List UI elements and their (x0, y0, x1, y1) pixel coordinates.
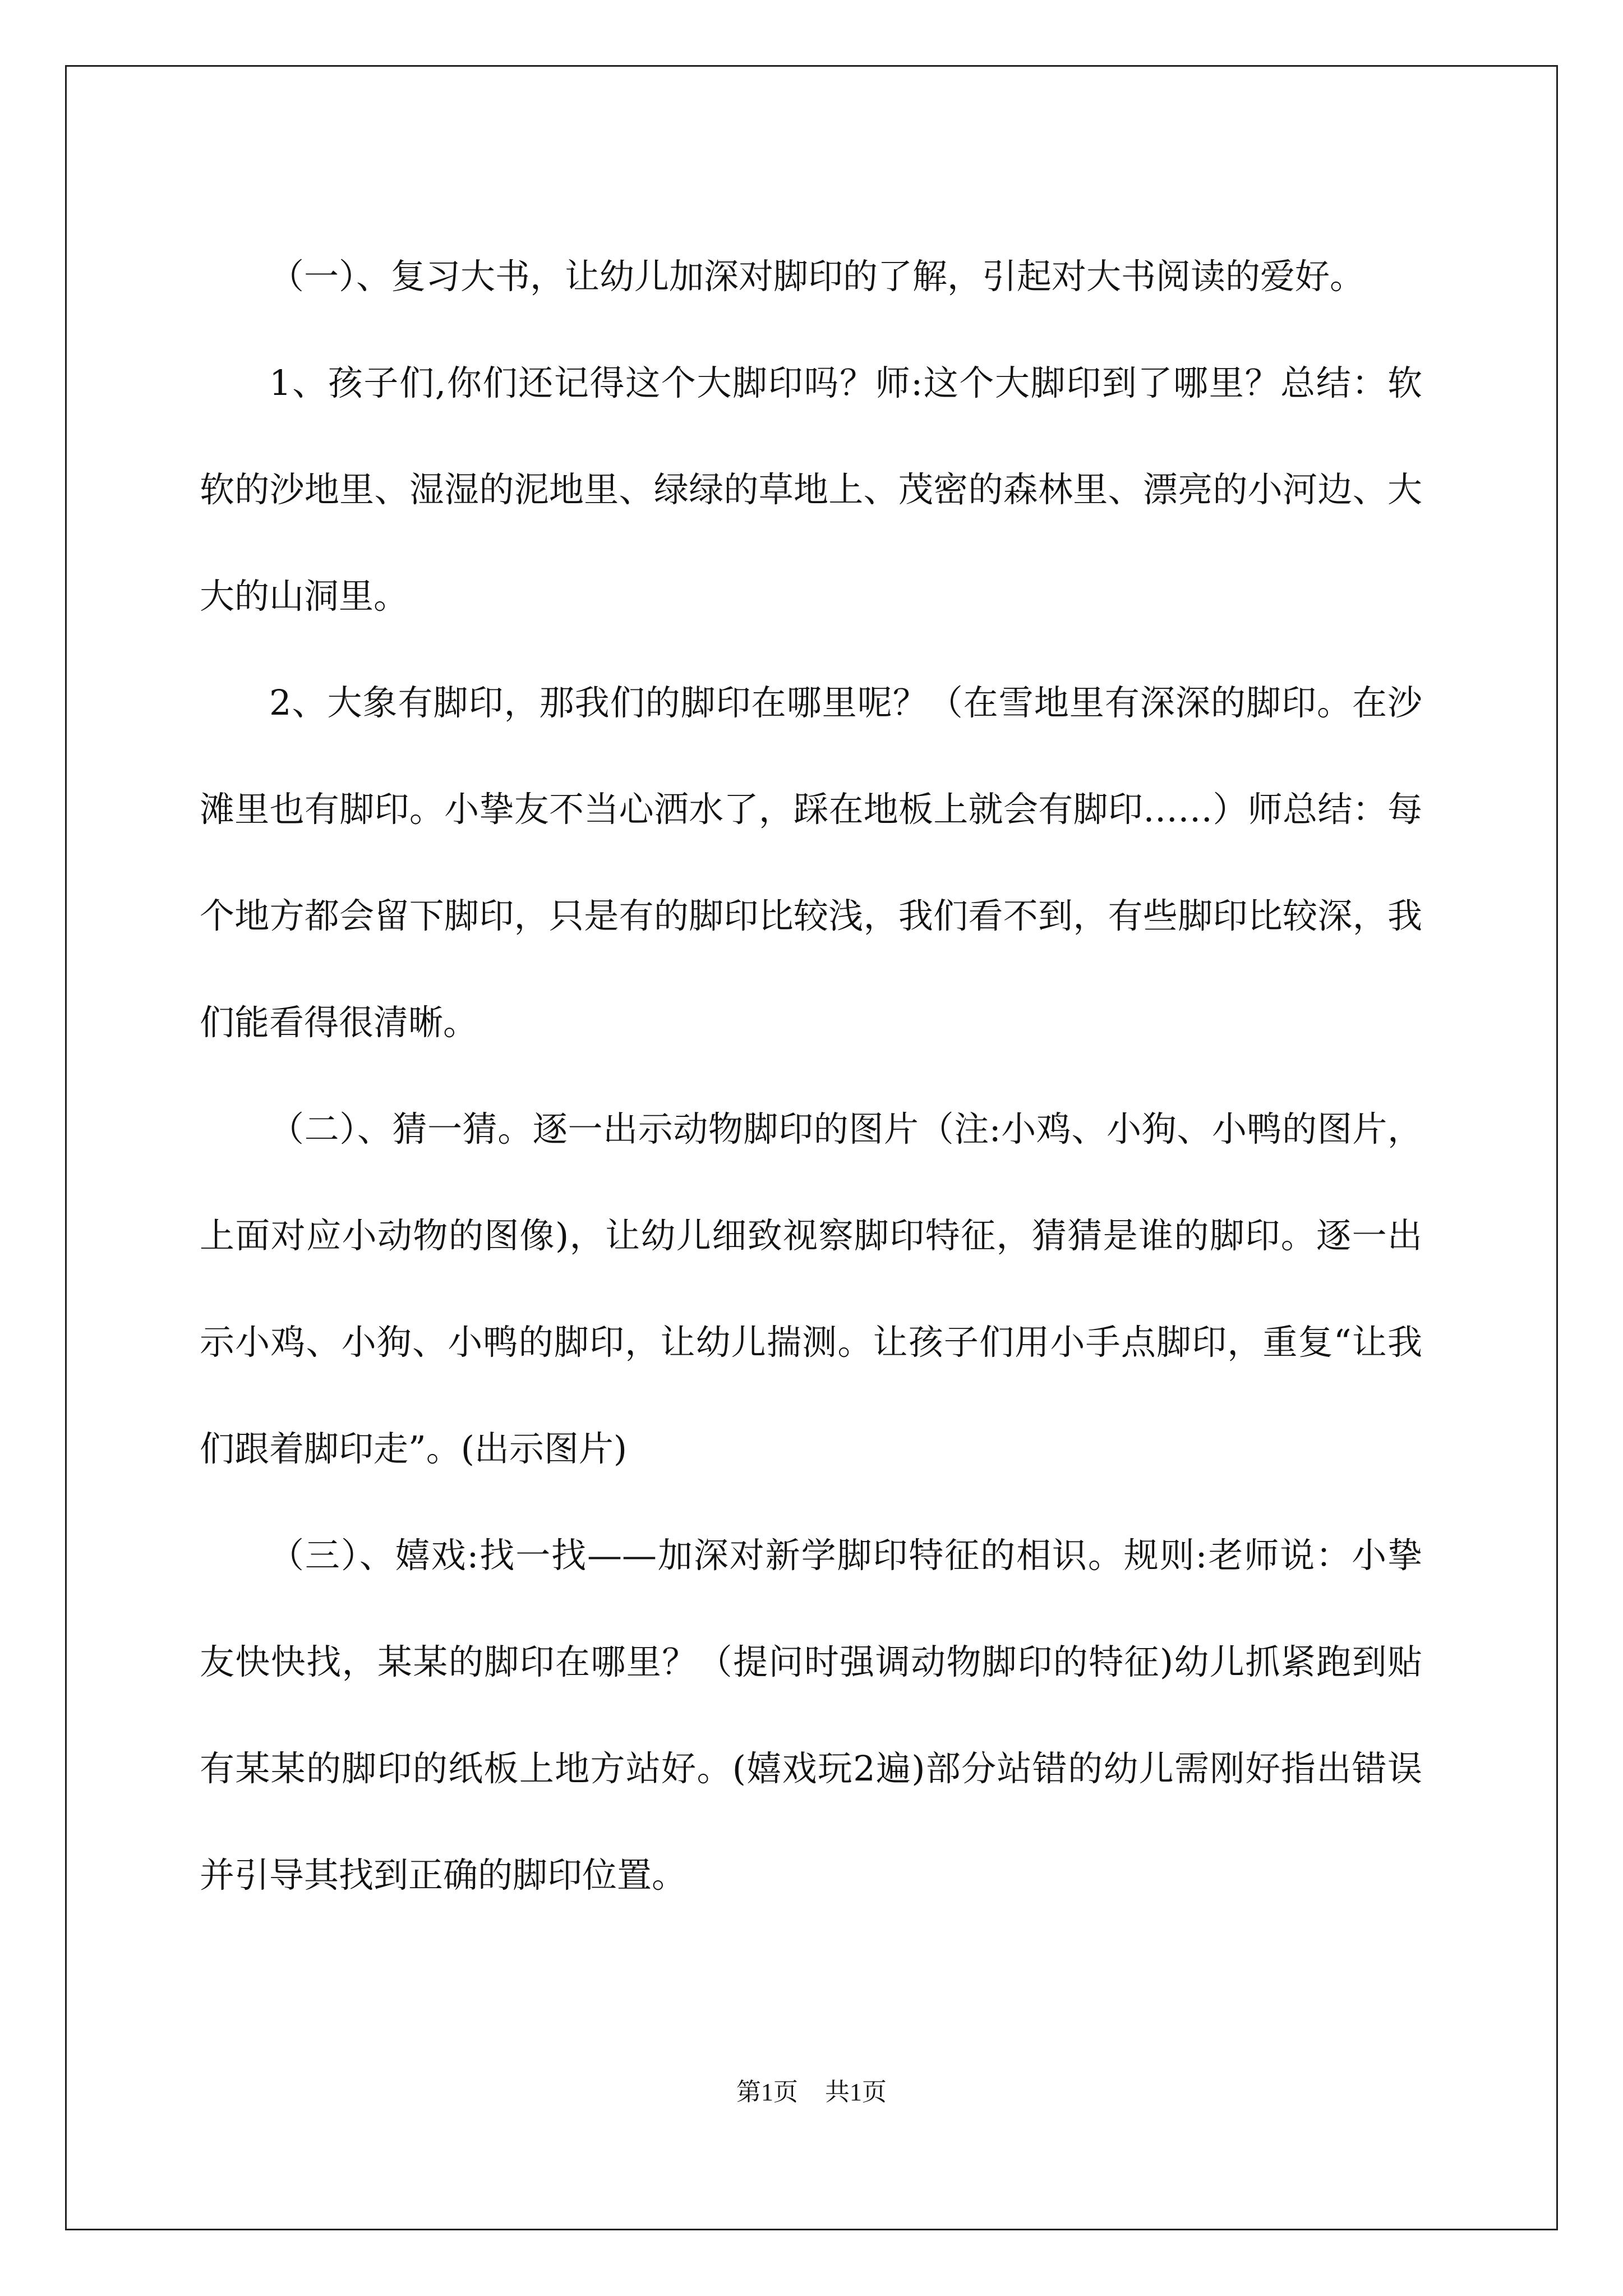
paragraph-big-footprint-question: 1、孩子们,你们还记得这个大脚印吗？师:这个大脚印到了哪里？总结：软软的沙地里、湿湿的泥地里、绿绿的草地上、茂密的森林里、漂亮的小河边、大大的山洞里。 (200, 362, 1422, 616)
paragraph-our-footprints: 2、大象有脚印，那我们的脚印在哪里呢？（在雪地里有深深的脚印。在沙滩里也有脚印。小挚友不当心洒水了，踩在地板上就会有脚印……）师总结：每个地方都会留下脚印，只是有的脚印比较浅，我们看不到，有些脚印比较深，我们能看得很清晰。 (200, 682, 1422, 1043)
document-body (200, 223, 1422, 1929)
page-total: 共1页 (825, 2078, 887, 2106)
page-footer (0, 2076, 1623, 2109)
paragraph-find-game: （三）、嬉戏:找一找——加深对新学脚印特征的相识。规则:老师说：小挚友快快找，某某的脚印在哪里？（提问时强调动物脚印的特征)幼儿抓紧跑到贴有某某的脚印的纸板上地方站好。(嬉戏玩2遍)部分站错的幼儿需刚好指出错误并引导其找到正确的脚印位置。 (200, 1535, 1422, 1895)
paragraph-review-big-book: （一）、复习大书，让幼儿加深对脚印的了解，引起对大书阅读的爱好。 (269, 256, 1365, 297)
paragraph-guess-game: （二）、猜一猜。逐一出示动物脚印的图片（注:小鸡、小狗、小鸭的图片，上面对应小动物的图像)，让幼儿细致视察脚印特征，猜猜是谁的脚印。逐一出示小鸡、小狗、小鸭的脚印，让幼儿揣测。让孩子们用小手点脚印，重复“让我们跟着脚印走”。(出示图片) (200, 1108, 1422, 1469)
page-number: 第1页 (736, 2078, 798, 2106)
